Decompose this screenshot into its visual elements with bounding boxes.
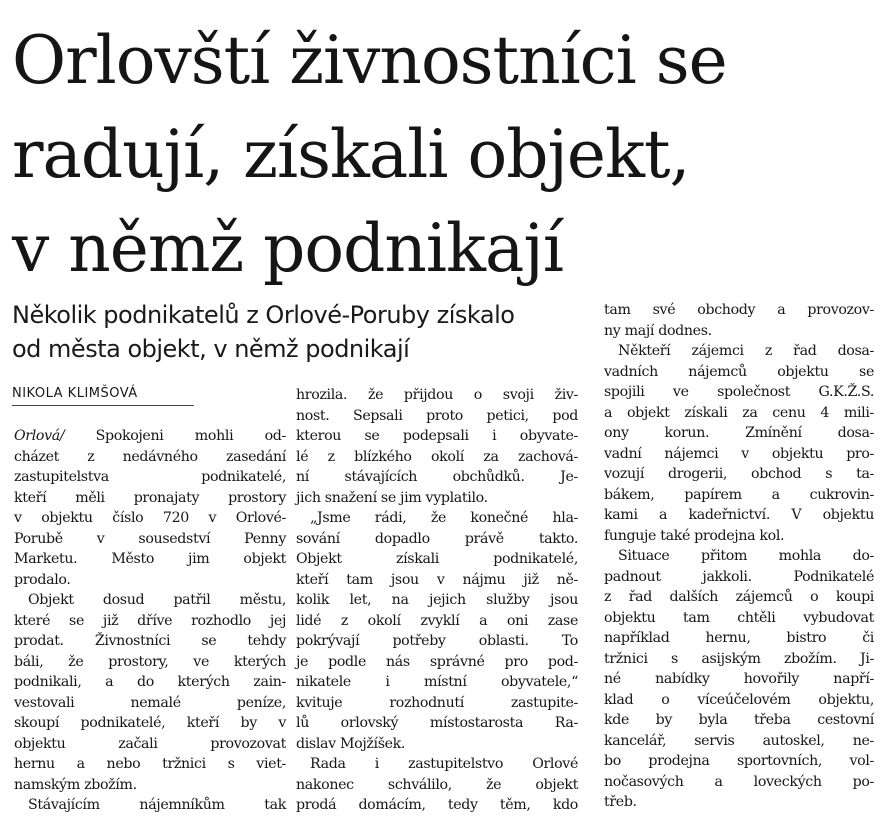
text-line: například hernu, bistro či [604, 630, 874, 646]
text-line: Porubě v sousedství Penny [14, 530, 286, 547]
text-line: objektu začali provozovat [14, 735, 286, 752]
article-column-2 [296, 385, 578, 816]
text-line: lů orlovský místostarosta Ra- [296, 715, 578, 731]
text-line: kde by byla třeba cestovní [604, 712, 874, 728]
text-line: Rada i zastupitelstvo Orlové [310, 756, 578, 772]
byline: NIKOLA KLIMŠOVÁ [12, 385, 194, 406]
text-line: ní stávajících obchůdků. Je- [296, 469, 578, 485]
article-column-3 [604, 300, 874, 813]
text-line: které se již dříve rozhodlo jej [14, 612, 286, 629]
text-line: nost. Sepsali proto petici, pod [296, 407, 578, 424]
text-line: hernu a nebo tržnici s viet- [14, 756, 286, 772]
text-line: vozují drogerii, obchod s ta- [604, 466, 874, 482]
text-line: nočasových a loveckých po- [604, 773, 874, 790]
text-line: prodá domácím, tedy těm, kdo [296, 797, 578, 813]
text-line: bo prodejna sportovních, vol- [604, 753, 874, 769]
subheadline [12, 298, 592, 366]
text-line: spojili ve společnost G.K.Ž.S. [604, 384, 874, 400]
text-line: nikatele i místní obyvatele,“ [296, 674, 578, 690]
headline [12, 14, 878, 296]
text-line-rest: Spokojeni mohli od- [95, 428, 286, 444]
text-line: podnikali, a do kterých zain- [14, 674, 286, 690]
text-line: zastupitelstva podnikatelé, [14, 469, 286, 485]
text-line: namským zbožím. [14, 776, 137, 793]
text-line: v objektu číslo 720 v Orlové- [14, 510, 286, 526]
text-line: kteří měli pronajaty prostory [14, 489, 286, 506]
text-line: lé z blízkého okolí za zachová- [296, 448, 578, 465]
text-line: padnout jakkoli. Podnikatelé [604, 568, 874, 585]
headline-line: Orlovští živnostníci se [12, 22, 727, 99]
text-line: hrozila. že přijdou o svoji živ- [296, 387, 578, 403]
text-line: prodalo. [14, 571, 71, 588]
text-line: ony korun. Zmínění dosa- [604, 425, 874, 441]
article-column-1 [14, 426, 286, 816]
text-line: z řad dalších zájemců o koupi [604, 589, 874, 605]
text-line: kvituje rozhodnutí zastupite- [296, 694, 578, 711]
text-line: lidé z okolí zvyklí a oni zase [296, 612, 578, 629]
text-line: Marketu. Město jim objekt [14, 551, 286, 567]
text-line: Situace přitom mohla do- [618, 548, 874, 564]
text-line: kancelář, servis autoskel, ne- [604, 732, 874, 749]
text-line: funguje také prodejna kol. [604, 527, 785, 544]
text-line: Objekt získali podnikatelé, [296, 551, 578, 567]
text-line: Objekt dosud patřil městu, [28, 592, 286, 608]
subheadline-line: od města objekt, v němž podnikají [12, 335, 410, 363]
text-line: Někteří zájemci z řad dosa- [618, 343, 874, 359]
text-line: né nabídky hovořily napří- [604, 671, 874, 687]
text-line: kolik let, na jejich služby jsou [296, 592, 578, 608]
text-line: vadní nájemci v objektu pro- [604, 445, 874, 462]
text-line: vestovali nemalé peníze, [14, 694, 286, 711]
text-line: skoupí podnikatelé, kteří by v [14, 715, 286, 731]
dateline: Orlová/ [14, 428, 65, 444]
text-line: bákem, papírem a cukrovin- [604, 486, 874, 503]
headline-line: v němž podnikají [12, 210, 563, 287]
text-line: vadních nájemců objektu se [604, 363, 874, 380]
text-line: sování dopadlo právě takto. [296, 530, 578, 547]
text-line: klad o víceúčelovém objektu, [604, 691, 874, 708]
text-line: kami a kadeřnictví. V objektu [604, 507, 874, 523]
text-line: nakonec schválilo, že objekt [296, 776, 578, 793]
text-line: jich snažení se jim vyplatilo. [296, 489, 488, 506]
text-line: tržnici s asijským zbožím. Ji- [604, 650, 874, 667]
text-line: dislav Mojžíšek. [296, 735, 406, 752]
text-line: prodat. Živnostníci se tehdy [14, 633, 286, 649]
text-line: objektu tam chtěli vybudovat [604, 609, 874, 626]
text-line: tam své obchody a provozov- [604, 302, 874, 318]
text-line: a objekt získali za cenu 4 mili- [604, 404, 874, 421]
subheadline-line: Několik podnikatelů z Orlové-Poruby získalo [12, 301, 515, 329]
text-line: ny mají dodnes. [604, 322, 712, 339]
text-line: kterou se podepsali i obyvate- [296, 428, 578, 444]
text-line: cházet z nedávného zasedání [14, 448, 286, 465]
text-line: je podle nás správné pro pod- [296, 653, 578, 670]
text-line: Stávajícím nájemníkům tak [28, 797, 286, 813]
text-line: „Jsme rádi, že konečné hla- [310, 510, 578, 526]
text-line [14, 426, 286, 447]
text-line: báli, že prostory, ve kterých [14, 653, 286, 670]
text-line: pokrývají potřeby oblasti. To [296, 633, 578, 649]
headline-line: radují, získali objekt, [12, 116, 690, 193]
text-line: kteří tam jsou v nájmu již ně- [296, 571, 578, 588]
text-line: třeb. [604, 794, 637, 810]
